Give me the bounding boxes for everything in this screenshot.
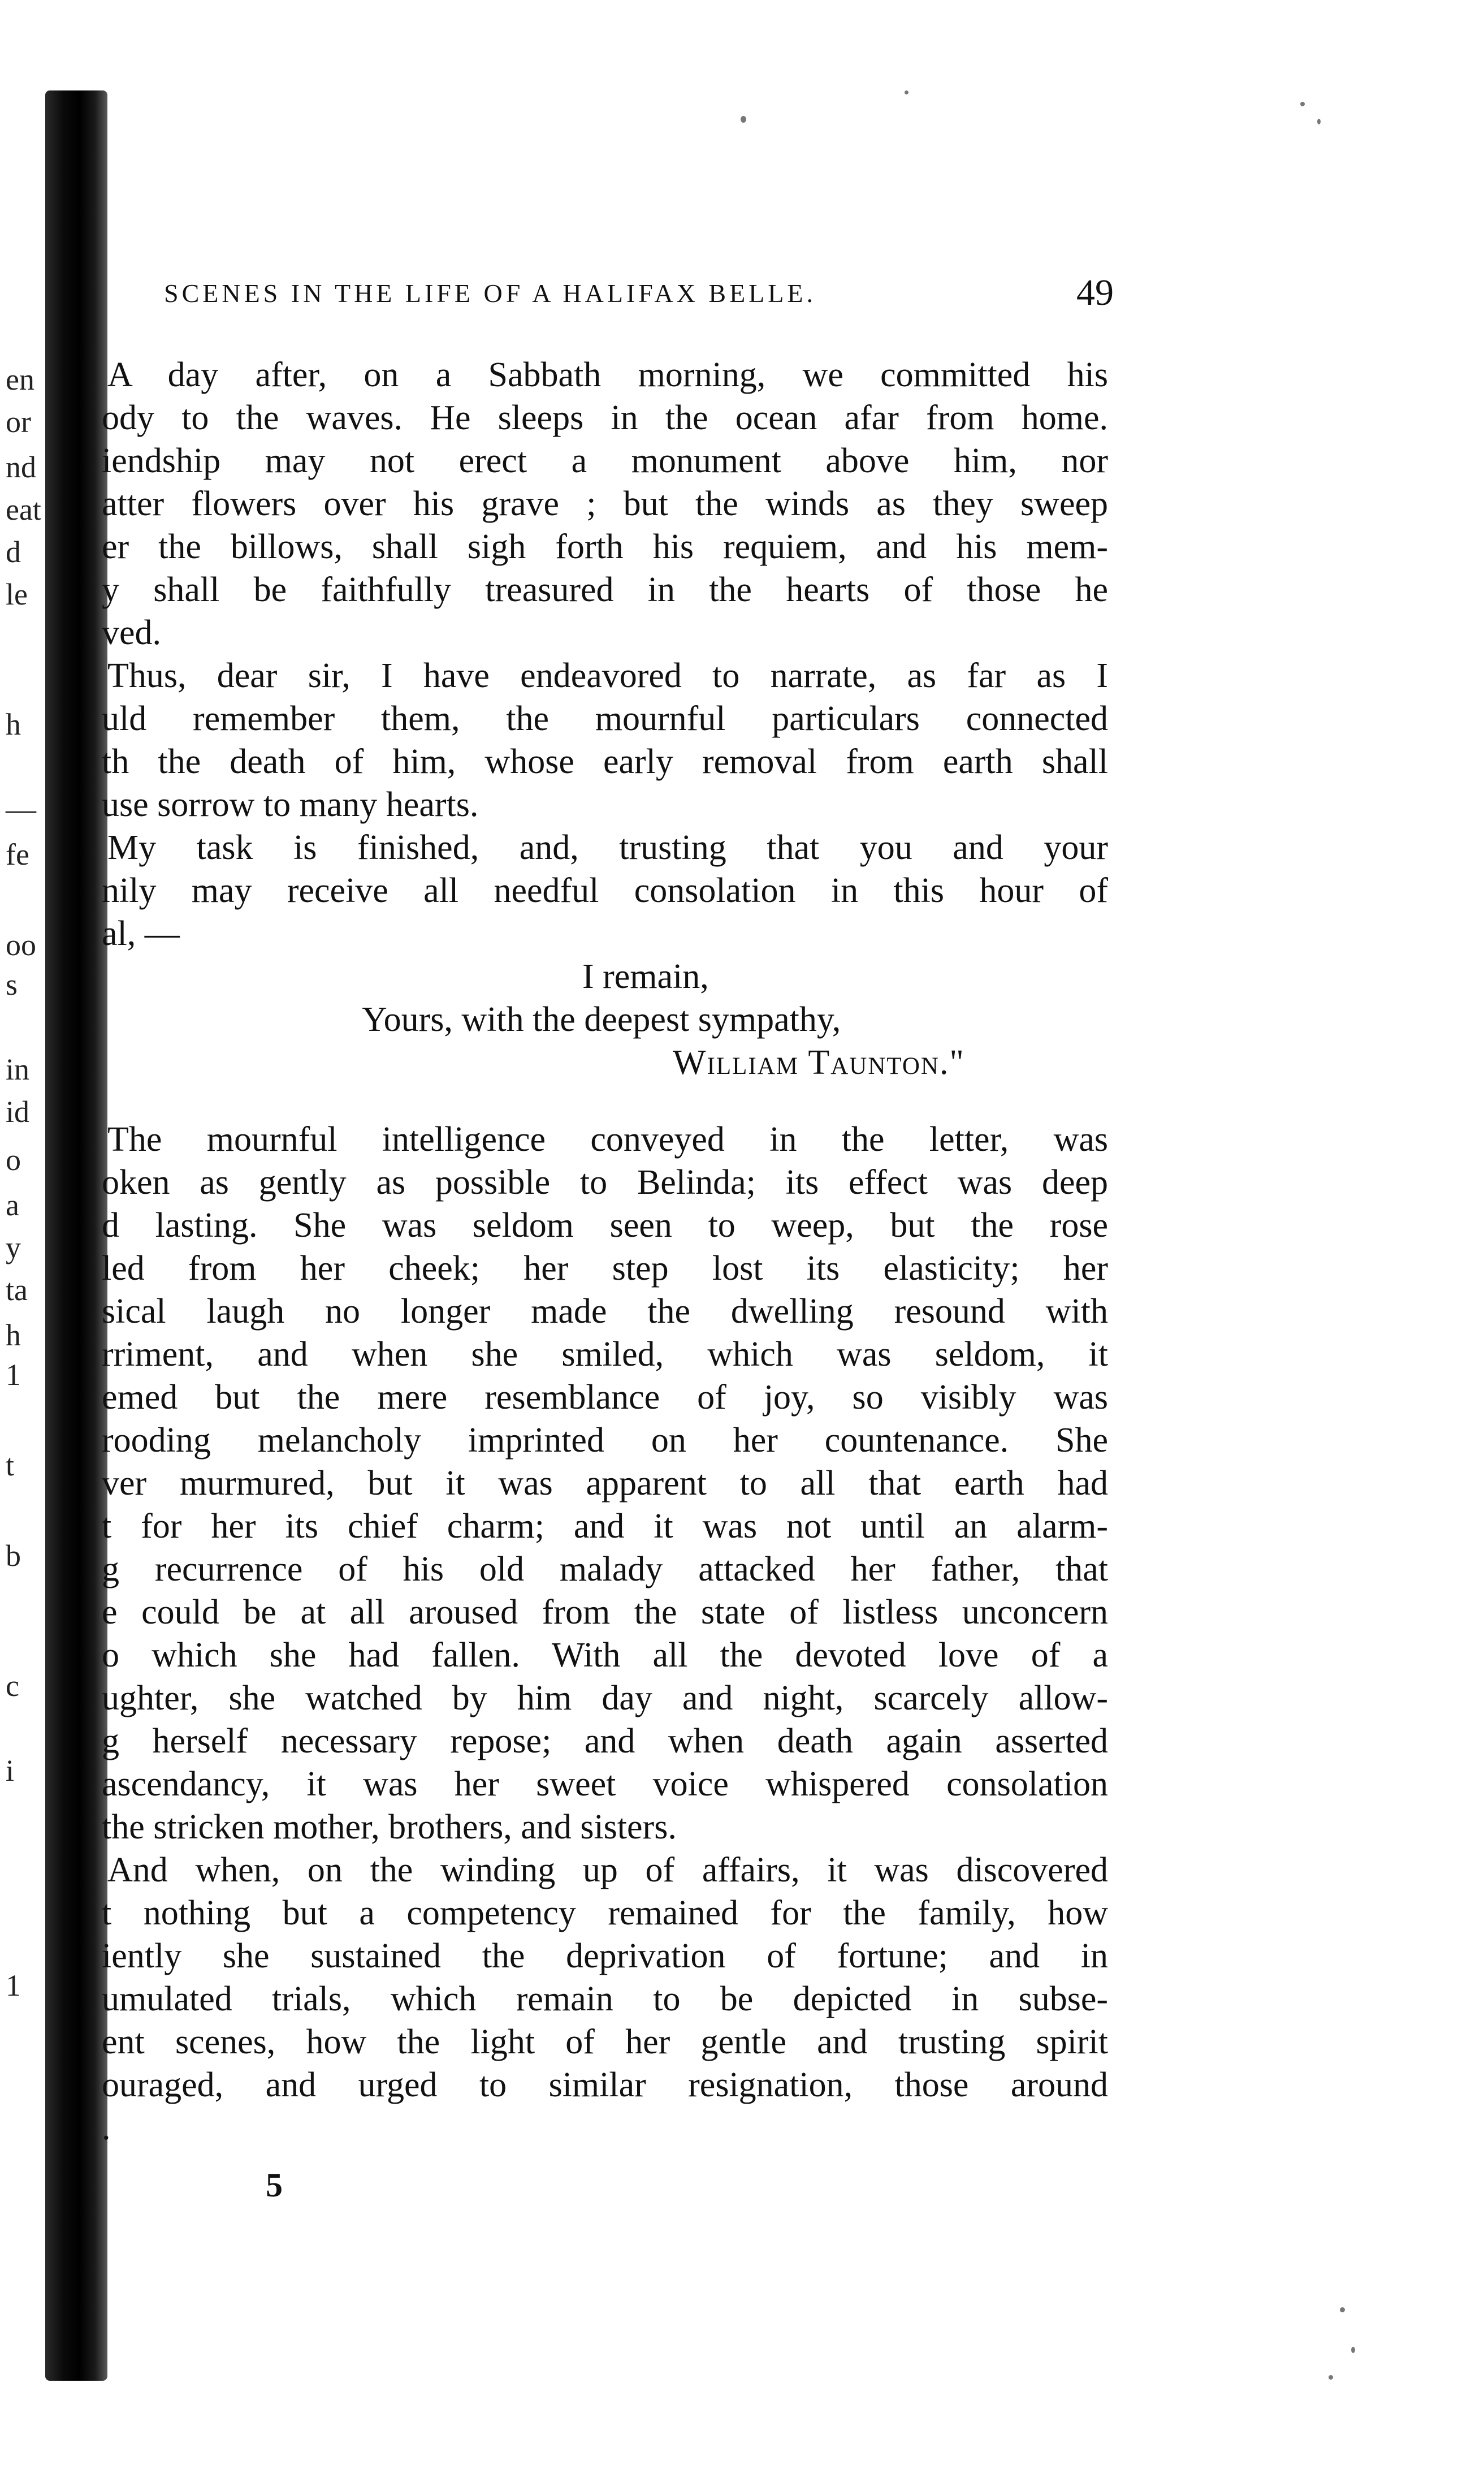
text-line: . bbox=[102, 2109, 111, 2147]
closing-line: I remain, bbox=[582, 957, 709, 996]
printer-signature-mark: 5 bbox=[266, 2166, 283, 2204]
text-line: Thus, dear sir, I have endeavored to narrate, as far as I bbox=[107, 657, 1108, 695]
text-line: atter flowers over his grave ; but the winds as they sweep bbox=[102, 485, 1108, 523]
text-line: o which she had fallen. With all the devoted love of a bbox=[102, 1636, 1108, 1674]
paragraph bbox=[102, 826, 1108, 955]
running-header bbox=[164, 271, 1114, 322]
scan-speck bbox=[741, 116, 746, 123]
letter-signature: William Taunton." bbox=[673, 1043, 965, 1082]
facing-page-bleed-through bbox=[0, 0, 45, 2465]
text-line: g herself necessary repose; and when death again asserted bbox=[102, 1722, 1108, 1760]
text-line: t for her its chief charm; and it was not until an alarm- bbox=[102, 1507, 1108, 1546]
running-title: SCENES IN THE LIFE OF A HALIFAX BELLE. bbox=[164, 279, 816, 308]
paragraph bbox=[102, 654, 1108, 826]
text-line: ouraged, and urged to similar resignation, those around bbox=[102, 2066, 1108, 2104]
text-line: oken as gently as possible to Belinda; its effect was deep bbox=[102, 1163, 1108, 1202]
section-gap bbox=[102, 1084, 1108, 1118]
bleed-fragment: i bbox=[6, 1754, 15, 1788]
text-line: e could be at all aroused from the state of listless unconcern bbox=[102, 1593, 1108, 1631]
text-line: iendship may not erect a monument above him, nor bbox=[102, 442, 1108, 480]
scan-speck bbox=[1317, 119, 1321, 124]
text-line: nily may receive all needful consolation in this hour of bbox=[102, 871, 1108, 910]
bleed-fragment: 1 bbox=[6, 1358, 21, 1392]
bleed-fragment: a bbox=[6, 1188, 19, 1222]
text-line: al, — bbox=[102, 914, 180, 953]
text-line: ved. bbox=[102, 614, 162, 652]
text-line: The mournful intelligence conveyed in the letter, was bbox=[107, 1120, 1108, 1159]
bleed-fragment: c bbox=[6, 1669, 19, 1703]
bleed-fragment: nd bbox=[6, 450, 36, 484]
bleed-fragment: or bbox=[6, 405, 31, 439]
bleed-fragment: — bbox=[6, 792, 36, 826]
text-line: ughter, she watched by him day and night, scarcely allow- bbox=[102, 1679, 1108, 1717]
text-line: My task is finished, and, trusting that you and your bbox=[107, 828, 1108, 867]
bleed-fragment: s bbox=[6, 968, 18, 1001]
scan-speck bbox=[1340, 2307, 1345, 2312]
text-line: rooding melancholy imprinted on her countenance. She bbox=[102, 1421, 1108, 1460]
text-line: y shall be faithfully treasured in the hearts of those he bbox=[102, 571, 1108, 609]
text-line: And when, on the winding up of affairs, it was discovered bbox=[107, 1851, 1108, 1889]
text-line: er the billows, shall sigh forth his requiem, and his mem- bbox=[102, 528, 1108, 566]
text-line: d lasting. She was seldom seen to weep, but the rose bbox=[102, 1206, 1108, 1245]
text-line: A day after, on a Sabbath morning, we committed his bbox=[107, 356, 1108, 394]
text-line: t nothing but a competency remained for the family, how bbox=[102, 1894, 1108, 1932]
text-line: the stricken mother, brothers, and sisters. bbox=[102, 1808, 677, 1846]
paragraph bbox=[102, 353, 1108, 654]
scan-speck bbox=[905, 90, 908, 94]
text-line: led from her cheek; her step lost its elasticity; her bbox=[102, 1249, 1108, 1288]
bleed-fragment: id bbox=[6, 1095, 30, 1129]
page-number: 49 bbox=[1076, 272, 1114, 313]
text-line: rriment, and when she smiled, which was seldom, it bbox=[102, 1335, 1108, 1374]
bleed-fragment: h bbox=[6, 707, 21, 741]
bleed-fragment: o bbox=[6, 1143, 21, 1177]
paragraph bbox=[102, 1118, 1108, 1849]
text-line: iently she sustained the deprivation of fortune; and in bbox=[102, 1937, 1108, 1975]
bleed-fragment: en bbox=[6, 362, 34, 396]
bleed-fragment: y bbox=[6, 1231, 21, 1264]
text-line: emed but the mere resemblance of joy, so visibly was bbox=[102, 1378, 1108, 1417]
bleed-fragment: 1 bbox=[6, 1968, 21, 2002]
text-line: ascendancy, it was her sweet voice whispered consolation bbox=[102, 1765, 1108, 1803]
text-line: uld remember them, the mournful particulars connected bbox=[102, 700, 1108, 738]
text-line: umulated trials, which remain to be depicted in subse- bbox=[102, 1980, 1108, 2018]
scan-speck bbox=[1329, 2375, 1333, 2380]
text-line: g recurrence of his old malady attacked her father, that bbox=[102, 1550, 1108, 1588]
bleed-fragment: in bbox=[6, 1052, 30, 1086]
bleed-fragment: d bbox=[6, 535, 21, 569]
bleed-fragment: t bbox=[6, 1448, 15, 1482]
text-line: sical laugh no longer made the dwelling resound with bbox=[102, 1292, 1108, 1331]
body-text bbox=[102, 353, 1108, 2149]
bleed-fragment: fe bbox=[6, 838, 29, 871]
closing-line: Yours, with the deepest sympathy, bbox=[362, 1000, 841, 1039]
scan-speck bbox=[1351, 2347, 1355, 2353]
bleed-fragment: le bbox=[6, 577, 28, 611]
bleed-fragment: h bbox=[6, 1318, 21, 1352]
text-line: th the death of him, whose early removal from earth shall bbox=[102, 742, 1108, 781]
bleed-fragment: ta bbox=[6, 1273, 28, 1307]
bleed-fragment: eat bbox=[6, 493, 41, 526]
bleed-fragment: b bbox=[6, 1539, 21, 1573]
text-line: ent scenes, how the light of her gentle and trusting spirit bbox=[102, 2023, 1108, 2061]
text-line: ver murmured, but it was apparent to all that earth had bbox=[102, 1464, 1108, 1503]
paragraph bbox=[102, 1849, 1108, 2149]
bleed-fragment: oo bbox=[6, 928, 36, 962]
text-line: use sorrow to many hearts. bbox=[102, 785, 479, 824]
letter-closing bbox=[102, 955, 1108, 1084]
scan-speck bbox=[1300, 102, 1305, 106]
binding-gutter bbox=[45, 90, 107, 2381]
text-line: ody to the waves. He sleeps in the ocean afar from home. bbox=[102, 399, 1108, 437]
